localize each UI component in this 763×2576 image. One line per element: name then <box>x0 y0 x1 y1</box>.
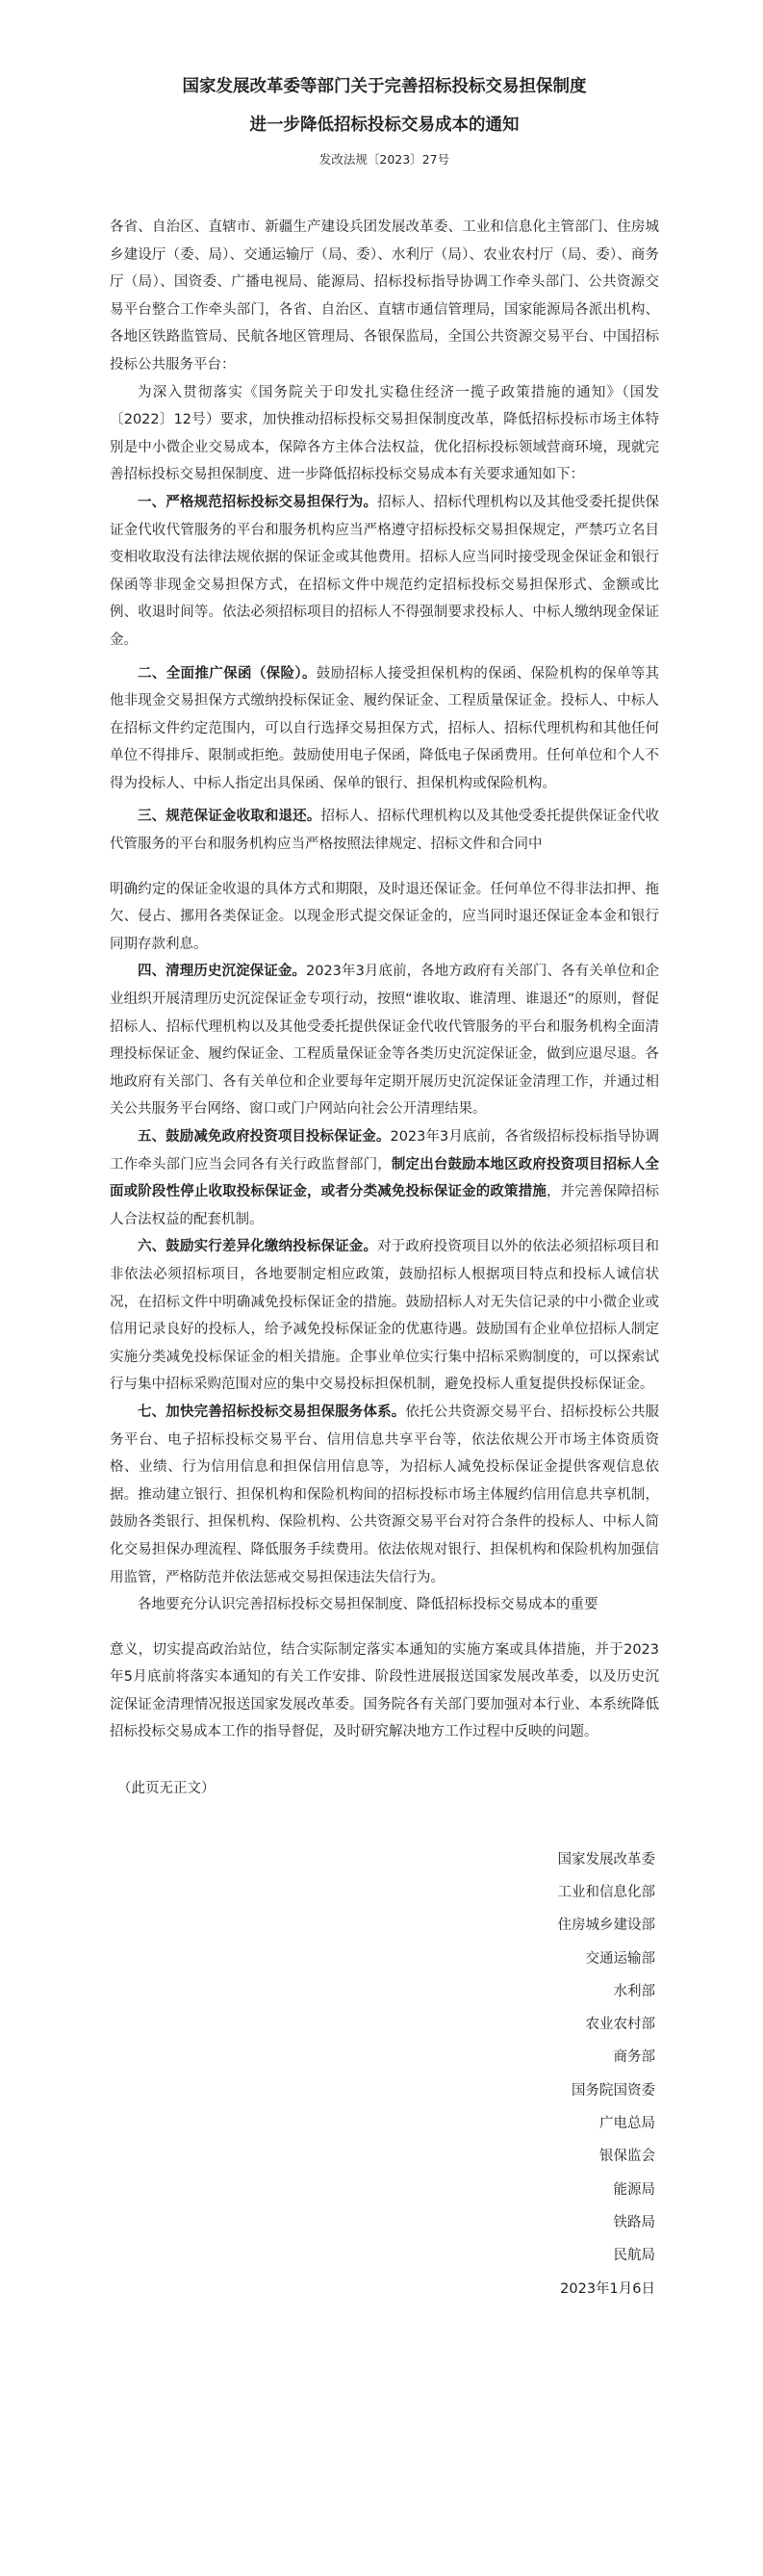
signatory: 商务部 <box>613 2049 655 2066</box>
section-2 <box>110 660 659 798</box>
signatory: 民航局 <box>613 2248 655 2264</box>
signatory: 广电总局 <box>599 2116 655 2132</box>
section-2-heading: 二、全面推广保函（保险）。 <box>138 665 317 682</box>
section-5 <box>110 1123 659 1233</box>
section-4 <box>110 958 659 1123</box>
closing-paragraph-continued: 意义，切实提高政治站位，结合实际制定落实本通知的实施方案或具体措施，并于2023年5月底前将落实本通知的有关工作安排、阶段性进展报送国家发展改革委，以及历史沉淀保证金清理情况报送国家发展改革委。国务院各有关部门要加强对本行业、本系统降低招标投标交易成本工作的指导督促，及时研究解决地方工作过程中反映的问题。 <box>110 1641 659 1740</box>
section-7 <box>110 1399 659 1591</box>
section-6-body: 对于政府投资项目以外的依法必须招标项目和非依法必须招标项目，各地要制定相应政策，鼓励招标人根据项目特点和投标人诚信状况，在招标文件中明确减免投标保证金的措施。鼓励招标人对无失信记录的中小微企业或信用记录良好的投标人，给予减免投标保证金的优惠待遇。鼓励国有企业单位招标人制定实施分类减免投标保证金的相关措施。企事业单位实行集中招标采购制度的，可以探索试行与集中招标采购范围对应的集中交易投标担保机制，避免投标人重复提供投标保证金。 <box>110 1239 660 1393</box>
signatories-block <box>110 1843 655 2306</box>
section-3 <box>110 803 659 858</box>
section-1-body: 招标人、招标代理机构以及其他受委托提供保证金代收代管服务的平台和服务机构应当严格遵守招标投标交易担保规定，严禁巧立名目变相收取没有法律法规依据的保证金或其他费用。招标人应当同时接受现金保证金和银行保函等非现金交易担保方式，在招标文件中规范约定招标投标交易担保形式、金额或比例、收退时间等。依法必须招标项目的招标人不得强制要求投标人、中标人缴纳现金保证金。 <box>110 494 660 648</box>
signatory: 银保监会 <box>599 2149 655 2165</box>
signatory: 国家发展改革委 <box>557 1851 655 1868</box>
intro-paragraph: 为深入贯彻落实《国务院关于印发扎实稳住经济一揽子政策措施的通知》（国发〔2022〕12号）要求，加快推动招标投标交易担保制度改革，降低招标投标市场主体特别是中小微企业交易成本，保障各方主体合法权益，优化招标投标领域营商环境，现就完善招标投标交易担保制度、进一步降低招标投标交易成本有关要求通知如下： <box>110 384 659 483</box>
section-2-body: 鼓励招标人接受担保机构的保函、保险机构的保单等其他非现金交易担保方式缴纳投标保证金、履约保证金、工程质量保证金。投标人、中标人在招标文件约定范围内，可以自行选择交易担保方式，招标人、招标代理机构和其他任何单位不得排斥、限制或拒绝。鼓励使用电子保函，降低电子保函费用。任何单位和个人不得为投标人、中标人指定出具保函、保单的银行、担保机构或保险机构。 <box>110 665 660 791</box>
section-3-heading: 三、规范保证金收取和退还。 <box>138 809 321 825</box>
section-5-heading: 五、鼓励减免政府投资项目投标保证金。 <box>138 1129 391 1145</box>
signatory: 国务院国资委 <box>572 2082 655 2099</box>
section-1 <box>110 489 659 655</box>
closing-paragraph: 各地要充分认识完善招标投标交易担保制度、降低招标投标交易成本的重要 <box>138 1597 598 1613</box>
section-7-body: 依托公共资源交易平台、招标投标公共服务平台、电子招标投标交易平台、信用信息共享平台等，依法依规公开市场主体资质资格、业绩、行为信用信息和担保信用信息等，为招标人减免投标保证金提供客观信息依据。推动建立银行、担保机构和保险机构间的招标投标市场主体履约信用信息共享机制，鼓励各类银行、担保机构、保险机构、公共资源交易平台对符合条件的投标人、中标人简化交易担保办理流程、降低服务手续费用。依法依规对银行、担保机构和保险机构加强信用监管，严格防范并依法惩戒交易担保违法失信行为。 <box>110 1404 660 1585</box>
document-title-line2: 进一步降低招标投标交易成本的通知 <box>249 116 520 135</box>
section-6 <box>110 1233 659 1399</box>
signatory: 铁路局 <box>613 2214 655 2230</box>
section-4-heading: 四、清理历史沉淀保证金。 <box>138 964 306 980</box>
section-7-heading: 七、加快完善招标投标交易担保服务体系。 <box>138 1404 406 1420</box>
addressee: 各省、自治区、直辖市、新疆生产建设兵团发展改革委、工业和信息化主管部门、住房城乡建设厅（委、局）、交通运输厅（局、委）、水利厅（局）、农业农村厅（局、委）、商务厅（局）、国资委、广播电视局、能源局、招标投标指导协调工作牵头部门、公共资源交易平台整合工作牵头部门，各省、自治区、直辖市通信管理局，国家能源局各派出机构、各地区铁路监管局、民航各地区管理局、各银保监局，全国公共资源交易平台、中国招标投标公共服务平台： <box>110 219 659 373</box>
document-title-line1: 国家发展改革委等部门关于完善招标投标交易担保制度 <box>182 77 587 96</box>
signatory: 水利部 <box>613 1983 655 1999</box>
section-1-heading: 一、严格规范招标投标交易担保行为。 <box>138 494 378 510</box>
section-5-emphasis: 制定出台鼓励本地区政府投资项目招标人全面或阶段性停止收取投标保证金，或者分类减免投标保证金的政策措施 <box>110 1156 660 1200</box>
signatory: 交通运输部 <box>585 1950 655 1967</box>
issue-date: 2023年1月6日 <box>560 2280 655 2297</box>
signatory: 农业农村部 <box>585 2017 655 2033</box>
section-3-body-part1: 招标人、招标代理机构以及其他受委托提供保证金代收代管服务的平台和服务机构应当严格按照法律规定、招标文件和合同中 <box>110 809 660 853</box>
section-4-body: 2023年3月底前，各地方政府有关部门、各有关单位和企业组织开展清理历史沉淀保证金专项行动，按照“谁收取、谁清理、谁退还”的原则，督促招标人、招标代理机构以及其他受委托提供保证金代收代管服务的平台和服务机构全面清理投标保证金、履约保证金、工程质量保证金等各类历史沉淀保证金，做到应退尽退。各地政府有关部门、各有关单位和企业要每年定期开展历史沉淀保证金清理工作，并通过相关公共服务平台网络、窗口或门户网站向社会公开清理结果。 <box>110 964 660 1118</box>
no-text-note: （此页无正文） <box>117 1781 216 1797</box>
document-number: 发改法规〔2023〕27号 <box>318 152 450 167</box>
signatory: 能源局 <box>613 2181 655 2198</box>
signatory: 工业和信息化部 <box>557 1884 655 1900</box>
signatory: 住房城乡建设部 <box>557 1918 655 1934</box>
section-5-body-part2: ，并完善保障招标人合法权益的配套机制。 <box>110 1184 659 1227</box>
section-3-continued: 明确约定的保证金收退的具体方式和期限，及时退还保证金。任何单位不得非法扣押、拖欠、侵占、挪用各类保证金。以现金形式提交保证金的，应当同时退还保证金本金和银行同期存款利息。 <box>110 881 659 952</box>
section-6-heading: 六、鼓励实行差异化缴纳投标保证金。 <box>138 1239 378 1255</box>
section-5-body-part1: 2023年3月底前，各省级招标投标指导协调工作牵头部门应当会同各有关行政监督部门， <box>110 1129 659 1172</box>
